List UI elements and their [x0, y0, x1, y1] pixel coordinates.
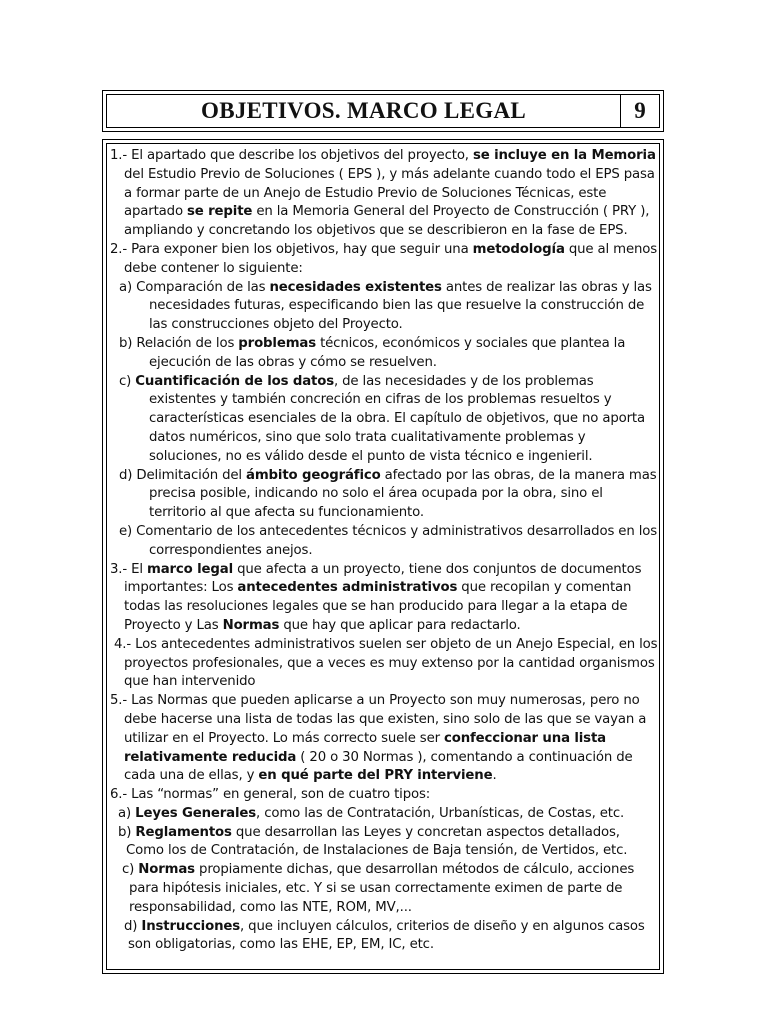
item-4: [110, 636, 659, 692]
item-1-bold-1: se incluye en la Memoria: [472, 148, 656, 163]
item-6a-bold: Leyes Generales: [135, 805, 257, 821]
item-3-text-3: que recopilan y comentan todas las resoluciones legales que se han producido para llegar a la etapa de Proyecto y Las: [124, 580, 632, 633]
item-6b: [110, 824, 659, 862]
item-6-text: 6.- Las “normas” en general, son de cuatro tipos:: [110, 787, 431, 803]
item-1-bold-2: se repite: [187, 204, 253, 220]
item-5: [110, 692, 659, 786]
item-6d-text-2: , que incluyen cálculos, criterios de diseño y en algunos casos son obligatorias, como las EHE, EP, EM, IC, etc.: [128, 918, 645, 953]
item-6a-text-2: , como las de Contratación, Urbanísticas, de Costas, etc.: [256, 805, 625, 821]
content-box: [102, 139, 664, 974]
item-2a-text: a) Comparación de las: [119, 279, 270, 295]
content-box-inner: [106, 143, 660, 970]
item-6c: [110, 861, 659, 917]
item-3-bold-3: Normas: [222, 617, 280, 633]
item-6d-text: d): [124, 918, 142, 934]
item-2b-text: b) Relación de los: [119, 335, 239, 351]
item-6d: [110, 918, 659, 956]
item-2a: [110, 279, 659, 335]
item-3-text-4: que hay que aplicar para redactarlo.: [279, 617, 521, 633]
item-2c-bold: Cuantificación de los datos: [135, 373, 334, 389]
item-2c: [110, 373, 659, 467]
item-2c-text-2: , de las necesidades y de los problemas existentes y también concreción en cifras de los problemas resueltos y características esenciales de la obra. El capítulo de objetivos, que no aporta datos numéricos, sino que solo trata cualitativamente problemas y soluciones, no es válido desde el punto de vista técnico e ingenieril.: [149, 373, 645, 464]
item-6c-bold: Normas: [138, 862, 195, 878]
item-1: [110, 147, 659, 241]
item-2d-text-2: afectado por las obras, de la manera mas precisa posible, indicando no solo el área ocupada por la obra, sino el territorio al que afecta su funcionamiento.: [149, 467, 657, 521]
item-6a: [110, 805, 659, 824]
item-5-text: 5.- Las Normas que pueden aplicarse a un Proyecto son muy numerosas, pero no debe hacerse una lista de todas las que existen, sino solo de las que se vayan a utilizar en el Proyecto. Lo más correcto suele ser: [110, 693, 647, 746]
item-2d: [110, 467, 659, 523]
header-box: [102, 90, 664, 132]
item-5-text-2: ( 20 o 30 Normas ), comentando a continuación de cada una de ellas, y: [124, 749, 633, 784]
item-2e-text: e) Comentario de los antecedentes técnicos y administrativos desarrollados en los correspondientes anejos.: [119, 523, 658, 558]
item-6d-bold: Instrucciones: [141, 918, 241, 934]
item-2b: [110, 335, 659, 373]
item-3-text-2: que afecta a un proyecto, tiene dos conjuntos de documentos importantes: Los: [124, 561, 642, 596]
item-2b-text-2: técnicos, económicos y sociales que plantea la ejecución de las obras y cómo se resuelven.: [149, 335, 626, 370]
item-2-text-2: que al menos debe contener lo siguiente:: [124, 241, 658, 276]
item-2d-bold: ámbito geográfico: [246, 467, 381, 483]
item-2c-text: c): [119, 373, 136, 389]
item-6b-text-2: que desarrollan las Leyes y concretan aspectos detallados, Como los de Contratación, de Instalaciones de Baja tensión, de Vertidos, etc.: [126, 824, 628, 859]
item-3-bold-1: marco legal: [146, 561, 233, 577]
item-6a-text: a): [118, 805, 136, 821]
item-3: [110, 561, 659, 636]
item-6: [110, 786, 659, 805]
item-4-text: 4.- Los antecedentes administrativos suelen ser objeto de un Anejo Especial, en los proyectos profesionales, que a veces es muy extenso por la cantidad organismos que han intervenido: [114, 636, 658, 690]
item-5-text-3: .: [492, 768, 497, 784]
item-2: [110, 241, 659, 279]
item-2-bold: metodología: [472, 241, 565, 257]
item-2-text: 2.- Para exponer bien los objetivos, hay que seguir una: [110, 241, 473, 257]
header-inner: [106, 94, 660, 128]
item-6b-bold: Reglamentos: [135, 824, 232, 840]
item-6c-text: c): [122, 862, 139, 878]
item-2a-bold: necesidades existentes: [269, 279, 442, 295]
item-6c-text-2: propiamente dichas, que desarrollan métodos de cálculo, acciones para hipótesis iniciales, etc. Y si se usan correctamente eximen de parte de responsabilidad, como las NTE, ROM, MV,...: [129, 862, 635, 915]
item-2b-bold: problemas: [238, 335, 316, 351]
content-text: [110, 147, 659, 955]
page-number: 9: [634, 98, 646, 123]
item-1-text-2: del Estudio Previo de Soluciones ( EPS ), y más adelante cuando todo el EPS pasa a formar parte de un Anejo de Estudio Previo de Soluciones Técnicas, este apartado: [124, 166, 655, 220]
item-3-text: 3.- El: [110, 561, 147, 577]
item-1-text-3: en la Memoria General del Proyecto de Construcción ( PRY ), ampliando y concretando los objetivos que se describieron en la fase de EPS.: [124, 204, 650, 239]
item-1-text: 1.- El apartado que describe los objetivos del proyecto,: [110, 148, 473, 163]
item-2a-text-2: antes de realizar las obras y las necesidades futuras, especificando bien las que resuelve la construcción de las construcciones objeto del Proyecto.: [149, 279, 652, 333]
item-2d-text: d) Delimitación del: [119, 467, 247, 483]
item-5-bold-1: confeccionar una lista relativamente reducida: [124, 730, 606, 765]
item-3-bold-2: antecedentes administrativos: [237, 580, 458, 596]
item-2e: [110, 523, 659, 561]
item-5-bold-2: en qué parte del PRY interviene: [258, 768, 493, 784]
item-6b-text: b): [118, 824, 136, 840]
page-title: OBJETIVOS. MARCO LEGAL: [107, 95, 621, 127]
